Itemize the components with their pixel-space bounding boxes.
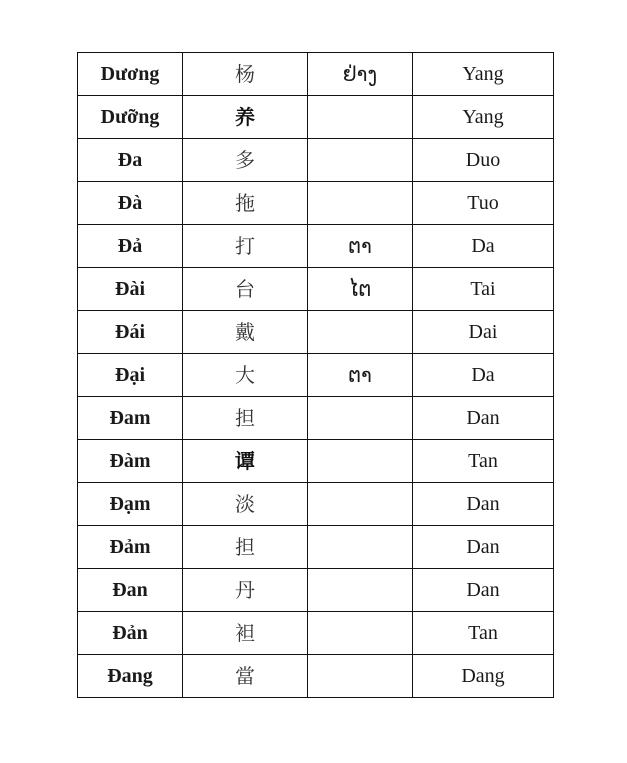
vietnamese-cell: Dương — [78, 53, 183, 96]
lao-cell — [308, 139, 413, 182]
pinyin-cell: Dai — [413, 311, 554, 354]
table-row — [78, 268, 554, 311]
table-row — [78, 483, 554, 526]
lao-cell — [308, 655, 413, 698]
pinyin-cell: Yang — [413, 53, 554, 96]
table-row — [78, 612, 554, 655]
vietnamese-cell: Đa — [78, 139, 183, 182]
pinyin-cell: Dan — [413, 397, 554, 440]
lao-cell — [308, 569, 413, 612]
chinese-character-cell: 戴 — [183, 311, 308, 354]
table-row — [78, 311, 554, 354]
vietnamese-cell: Đạm — [78, 483, 183, 526]
lao-cell — [308, 311, 413, 354]
lao-cell: ໄຕ — [308, 268, 413, 311]
pinyin-cell: Tan — [413, 612, 554, 655]
chinese-character-cell: 當 — [183, 655, 308, 698]
pinyin-cell: Tai — [413, 268, 554, 311]
vietnamese-cell: Đang — [78, 655, 183, 698]
lao-cell: ຢ່າງ — [308, 53, 413, 96]
table-row — [78, 354, 554, 397]
vietnamese-cell: Đại — [78, 354, 183, 397]
vietnamese-cell: Dưỡng — [78, 96, 183, 139]
table-row — [78, 526, 554, 569]
table-row — [78, 397, 554, 440]
lao-cell — [308, 96, 413, 139]
table-row — [78, 139, 554, 182]
pinyin-cell: Tan — [413, 440, 554, 483]
vietnamese-cell: Đàm — [78, 440, 183, 483]
chinese-character-cell: 袒 — [183, 612, 308, 655]
chinese-character-cell: 担 — [183, 397, 308, 440]
pinyin-cell: Dang — [413, 655, 554, 698]
lao-cell: ຕາ — [308, 354, 413, 397]
chinese-character-cell: 担 — [183, 526, 308, 569]
table-row — [78, 225, 554, 268]
chinese-character-cell: 养 — [183, 96, 308, 139]
lao-cell — [308, 612, 413, 655]
table-row — [78, 569, 554, 612]
pinyin-cell: Dan — [413, 526, 554, 569]
pinyin-cell: Dan — [413, 569, 554, 612]
chinese-character-cell: 大 — [183, 354, 308, 397]
lao-cell — [308, 526, 413, 569]
table-body — [78, 53, 554, 698]
vietnamese-cell: Đái — [78, 311, 183, 354]
chinese-character-cell: 拖 — [183, 182, 308, 225]
chinese-character-cell: 台 — [183, 268, 308, 311]
chinese-character-cell: 打 — [183, 225, 308, 268]
transliteration-table — [77, 52, 554, 698]
table-row — [78, 53, 554, 96]
pinyin-cell: Da — [413, 225, 554, 268]
pinyin-cell: Yang — [413, 96, 554, 139]
pinyin-cell: Tuo — [413, 182, 554, 225]
pinyin-cell: Duo — [413, 139, 554, 182]
table-row — [78, 440, 554, 483]
vietnamese-cell: Đảm — [78, 526, 183, 569]
table-row — [78, 182, 554, 225]
chinese-character-cell: 丹 — [183, 569, 308, 612]
chinese-character-cell: 杨 — [183, 53, 308, 96]
lao-cell — [308, 440, 413, 483]
chinese-character-cell: 淡 — [183, 483, 308, 526]
table-row — [78, 655, 554, 698]
vietnamese-cell: Đan — [78, 569, 183, 612]
pinyin-cell: Da — [413, 354, 554, 397]
vietnamese-cell: Đả — [78, 225, 183, 268]
vietnamese-cell: Đà — [78, 182, 183, 225]
table-row — [78, 96, 554, 139]
pinyin-cell: Dan — [413, 483, 554, 526]
vietnamese-cell: Đam — [78, 397, 183, 440]
lao-cell — [308, 182, 413, 225]
chinese-character-cell: 多 — [183, 139, 308, 182]
lao-cell — [308, 397, 413, 440]
chinese-character-cell: 谭 — [183, 440, 308, 483]
vietnamese-cell: Đản — [78, 612, 183, 655]
vietnamese-cell: Đài — [78, 268, 183, 311]
lao-cell: ຕາ — [308, 225, 413, 268]
lao-cell — [308, 483, 413, 526]
